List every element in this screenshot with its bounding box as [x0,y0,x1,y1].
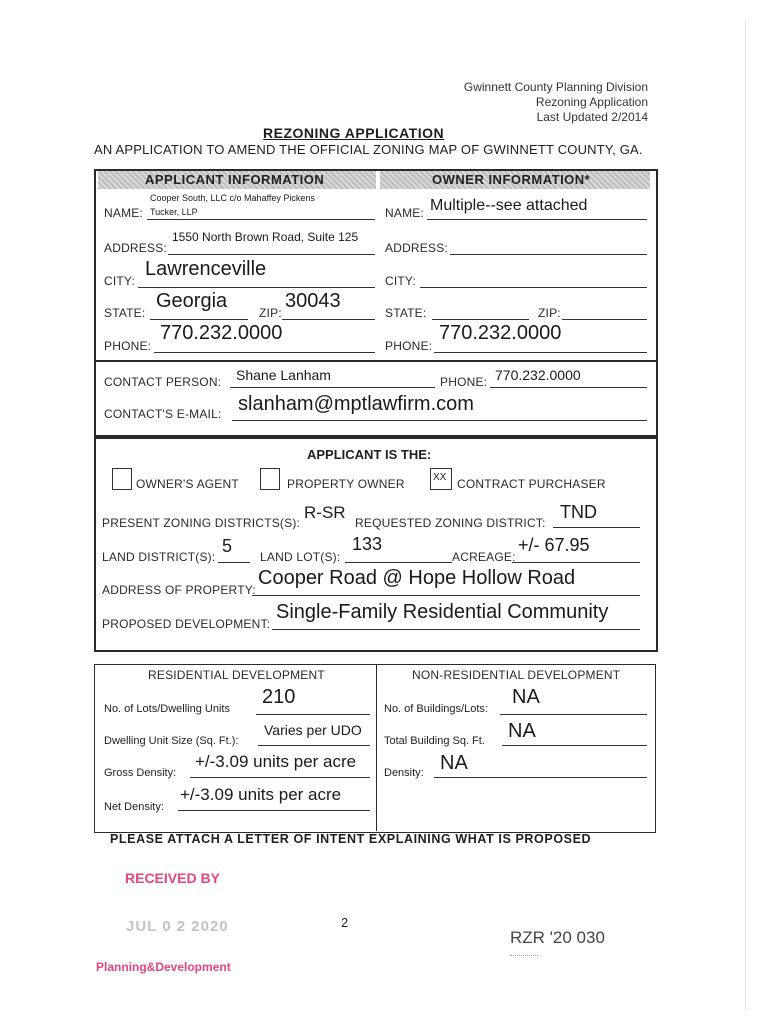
contact-email-line [232,420,647,421]
page-title: REZONING APPLICATION [263,125,445,141]
owner-name-value: Multiple--see attached [430,197,588,214]
contact-email-value: slanham@mptlawfirm.com [238,393,474,415]
land-district-line [218,562,250,563]
sqft-label: Total Building Sq. Ft. [384,735,485,747]
applicant-info-title: APPLICANT INFORMATION [145,172,325,187]
land-lot-line [345,562,452,563]
requested-zoning-line [553,527,640,528]
contact-email-label: CONTACT'S E-MAIL: [104,407,222,421]
lots-value: 210 [262,686,296,708]
page-subtitle: AN APPLICATION TO AMEND THE OFFICIAL ZONING MAP OF GWINNETT COUNTY, GA. [94,142,643,157]
owner-zip-line [562,319,647,320]
applicant-address-label: ADDRESS: [104,241,167,255]
applicant-name-value-2: Tucker, LLP [150,207,198,217]
contract-purchaser-label: CONTRACT PURCHASER [457,477,606,491]
owner-phone-line [434,352,647,353]
property-address-label: ADDRESS OF PROPERTY: [102,583,256,597]
owner-zip-label: ZIP: [538,306,561,320]
property-owner-label: PROPERTY OWNER [287,477,405,491]
applicant-address-value: 1550 North Brown Road, Suite 125 [172,230,359,244]
applicant-phone-label: PHONE: [104,339,152,353]
sqft-line [502,745,647,746]
owner-state-line [432,319,529,320]
applicant-is-title: APPLICANT IS THE: [307,447,432,462]
applicant-phone-value: 770.232.0000 [160,322,283,344]
non-res-density-value: NA [440,752,468,774]
contract-purchaser-checkbox[interactable] [430,468,452,490]
owner-state-label: STATE: [385,306,427,320]
header-line-2: Rezoning Application [535,95,648,109]
header-block [464,80,648,125]
applicant-zip-value: 30043 [285,290,341,312]
unit-size-line [258,745,370,746]
contact-phone-line [490,387,647,388]
contact-person-line [230,387,435,388]
applicant-name-line [147,219,375,220]
page-edge-line [745,20,746,1010]
land-district-value: 5 [222,536,233,556]
case-number-dash [510,955,538,956]
acreage-value: +/- 67.95 [518,535,590,555]
development-box [94,664,656,833]
owner-city-line [420,287,647,288]
owner-phone-value: 770.232.0000 [439,322,562,344]
lots-line [256,714,370,715]
gross-density-value: +/-3.09 units per acre [195,752,357,771]
applicant-phone-line [154,352,375,353]
owner-city-label: CITY: [385,274,417,288]
non-residential-title: NON-RESIDENTIAL DEVELOPMENT [412,668,621,682]
residential-title: RESIDENTIAL DEVELOPMENT [148,668,325,682]
applicant-city-value: Lawrenceville [145,258,267,280]
acreage-line [512,562,640,563]
owner-address-label: ADDRESS: [385,241,448,255]
applicant-city-label: CITY: [104,274,136,288]
proposed-development-label: PROPOSED DEVELOPMENT: [102,617,271,631]
applicant-state-label: STATE: [104,306,146,320]
applicant-name-label: NAME: [104,206,144,220]
planning-dept-stamp: Planning&Development [96,960,231,974]
applicant-zip-label: ZIP: [259,306,282,320]
buildings-label: No. of Buildings/Lots: [384,703,488,715]
owner-info-title: OWNER INFORMATION* [432,172,591,187]
property-owner-checkbox[interactable] [260,468,280,490]
applicant-state-line [150,319,248,320]
header-line-3: Last Updated 2/2014 [536,110,648,124]
property-address-value: Cooper Road @ Hope Hollow Road [258,567,576,589]
received-date-stamp: JUL 0 2 2020 [126,918,229,935]
applicant-zip-line [282,319,375,320]
development-divider [376,665,377,831]
case-number: RZR '20 030 [510,928,605,947]
owners-agent-label: OWNER'S AGENT [136,477,239,491]
applicant-city-line [138,287,375,288]
letter-of-intent-note: PLEASE ATTACH A LETTER OF INTENT EXPLAINING WHAT IS PROPOSED [110,832,592,846]
acreage-label: ACREAGE: [452,550,516,564]
contact-divider [96,360,656,362]
land-lot-value: 133 [352,534,383,554]
proposed-development-line [272,629,640,630]
owner-name-label: NAME: [385,206,425,220]
non-res-density-line [434,777,647,778]
requested-zoning-value: TND [560,502,597,522]
sqft-value: NA [508,720,536,742]
owners-agent-checkbox[interactable] [112,468,132,490]
applicant-name-value-1: Cooper South, LLC c/o Mahaffey Pickens [150,193,315,203]
proposed-development-value: Single-Family Residential Community [276,601,609,623]
contact-person-value: Shane Lanham [236,367,331,383]
unit-size-value: Varies per UDO [264,722,362,738]
land-district-label: LAND DISTRICT(S): [102,550,216,564]
lots-label: No. of Lots/Dwelling Units [104,703,230,715]
contact-phone-label: PHONE: [440,375,488,389]
buildings-value: NA [512,686,540,708]
net-density-line [178,810,370,811]
non-res-density-label: Density: [384,767,424,779]
owner-phone-label: PHONE: [385,339,433,353]
net-density-value: +/-3.09 units per acre [180,785,342,804]
received-stamp: RECEIVED BY [125,870,220,886]
present-zoning-value: R-SR [304,503,346,522]
land-lot-label: LAND LOT(S): [260,550,341,564]
buildings-line [500,714,647,715]
contact-phone-value: 770.232.0000 [495,367,581,383]
unit-size-label: Dwelling Unit Size (Sq. Ft.): [104,735,239,747]
owner-name-line [427,219,647,220]
gross-density-line [190,777,370,778]
owner-address-line [450,254,647,255]
page-number: 2 [341,915,349,930]
requested-zoning-label: REQUESTED ZONING DISTRICT: [355,516,546,530]
net-density-label: Net Density: [104,801,164,813]
contact-person-label: CONTACT PERSON: [104,375,222,389]
applicant-address-line [168,254,375,255]
contract-purchaser-mark: XX [433,472,447,483]
header-line-1: Gwinnett County Planning Division [463,80,648,94]
applicant-state-value: Georgia [156,290,228,312]
property-address-line [252,595,640,596]
present-zoning-label: PRESENT ZONING DISTRICTS(S): [102,516,301,530]
gross-density-label: Gross Density: [104,767,177,779]
